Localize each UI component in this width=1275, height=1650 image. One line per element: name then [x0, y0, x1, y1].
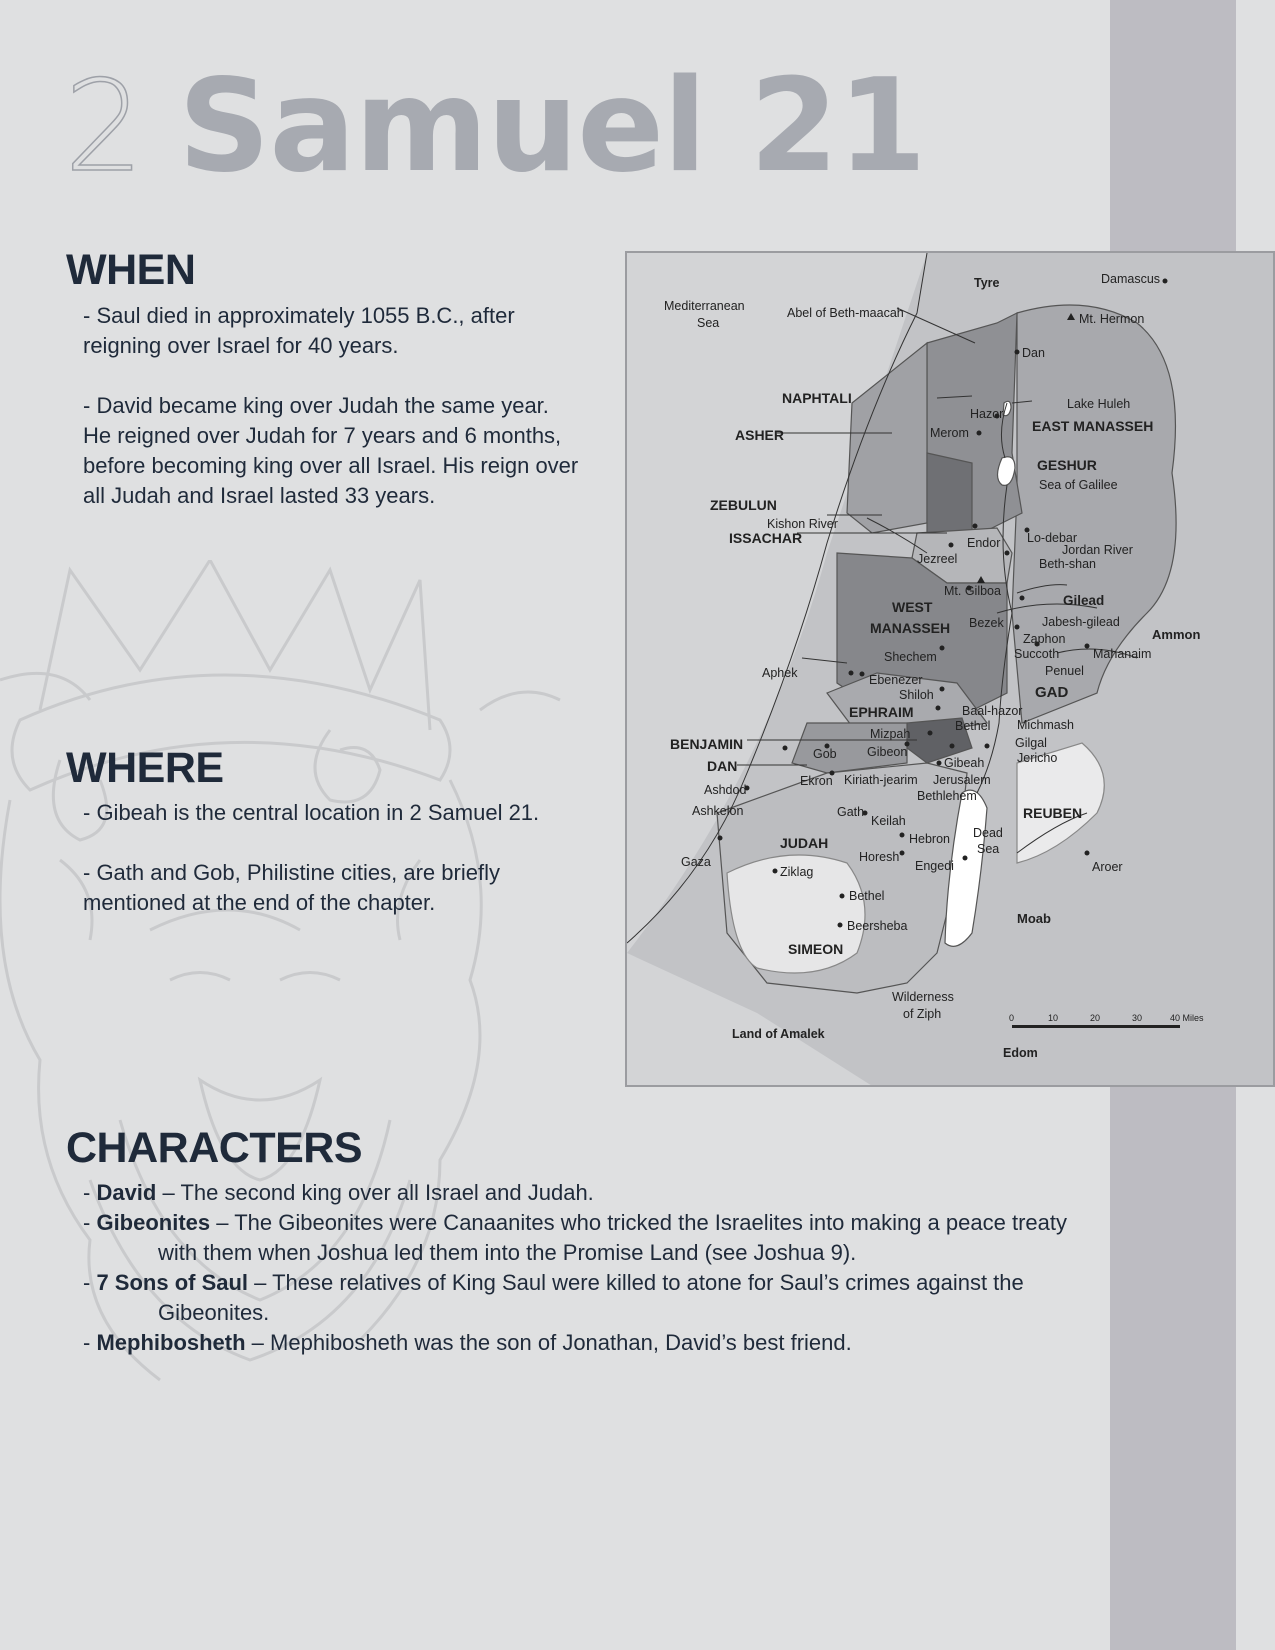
- map-label: Land of Amalek: [732, 1027, 825, 1041]
- map-label: Bezek: [969, 616, 1004, 630]
- map-label: Merom: [930, 426, 969, 440]
- city-dot: [940, 646, 945, 651]
- city-dot: [860, 672, 865, 677]
- where-text: [83, 798, 623, 918]
- map-label: Ammon: [1152, 627, 1201, 642]
- map-label: EPHRAIM: [849, 704, 914, 720]
- map-label: Kishon River: [767, 517, 838, 531]
- where-para-2-first: - Gath and Gob, Philistine cities, are briefly: [83, 860, 500, 885]
- scale-tick: 20: [1090, 1013, 1101, 1023]
- city-dot: [940, 687, 945, 692]
- map-label: Keilah: [871, 814, 906, 828]
- map-label: Gob: [813, 747, 837, 761]
- map-label: GAD: [1035, 684, 1069, 701]
- map-label: Sea: [697, 316, 720, 330]
- city-dot: [1015, 625, 1020, 630]
- character-desc-cont: Gibeonites.: [158, 1300, 270, 1325]
- map-label: Dead: [973, 826, 1003, 840]
- map-label: Jabesh-gilead: [1042, 615, 1120, 629]
- when-text: [83, 301, 603, 511]
- map-label: Lo-debar: [1027, 531, 1078, 545]
- page-title: [64, 52, 926, 201]
- map-label: Hazor: [970, 407, 1004, 421]
- character-item: - Mephibosheth – Mephibosheth was the son of Jonathan, David’s best friend.: [83, 1330, 852, 1355]
- characters-list: [83, 1178, 1193, 1358]
- map-label: Ekron: [800, 774, 833, 788]
- map-label: Hebron: [909, 832, 950, 846]
- when-para-2-rest: He reigned over Judah for 7 years and 6 months, before becoming king over all Israel. His reign over all Judah and Israel lasted 33 years.: [83, 423, 579, 508]
- city-dot: [936, 706, 941, 711]
- map-label: Jezreel: [917, 552, 958, 566]
- map-label: BENJAMIN: [670, 736, 744, 752]
- when-para-1-first: - Saul died in approximately 1055 B.C., after: [83, 303, 515, 328]
- map-label: Endor: [967, 536, 1001, 550]
- when-heading: WHEN: [66, 246, 196, 294]
- map-label: Gaza: [681, 855, 711, 869]
- city-dot: [840, 894, 845, 899]
- map-label: Shiloh: [899, 688, 934, 702]
- map-label: EAST MANASSEH: [1032, 418, 1154, 434]
- scale-bar-line: [1012, 1025, 1180, 1028]
- character-item: - Gibeonites – The Gibeonites were Canaanites who tricked the Israelites into making a peace treaty with them when Joshua led them into the Promise Land (see Joshua 9).: [83, 1208, 1193, 1268]
- map-label: NAPHTALI: [782, 390, 852, 406]
- city-dot: [1015, 350, 1020, 355]
- character-item: - 7 Sons of Saul – These relatives of King Saul were killed to atone for Saul’s crimes against the Gibeonites.: [83, 1268, 1193, 1328]
- map-label: Jordan River: [1062, 543, 1133, 557]
- map-label: Gilgal: [1015, 736, 1047, 750]
- map-label: Baal-hazor: [962, 704, 1023, 718]
- scale-tick: 10: [1048, 1013, 1059, 1023]
- map-label: DAN: [707, 758, 738, 774]
- map-label: Wilderness: [892, 990, 954, 1004]
- map-label: Beth-shan: [1039, 557, 1096, 571]
- map-label: Ebenezer: [869, 673, 923, 687]
- city-dot: [1005, 551, 1010, 556]
- character-desc: – Mephibosheth was the son of Jonathan, David’s best friend.: [245, 1330, 852, 1355]
- map-regions: [627, 253, 1275, 1087]
- map-label: Beersheba: [847, 919, 908, 933]
- map-label: Abel of Beth-maacah: [787, 306, 904, 320]
- map-label: Mizpah: [870, 727, 911, 741]
- city-dot: [950, 744, 955, 749]
- map-label: Gibeah: [944, 756, 985, 770]
- map-label: ASHER: [735, 427, 785, 443]
- character-item: - David – The second king over all Israel and Judah.: [83, 1180, 594, 1205]
- map-of-israel: [625, 251, 1275, 1087]
- character-desc: – The second king over all Israel and Judah.: [156, 1180, 594, 1205]
- city-dot: [718, 836, 723, 841]
- map-svg: [627, 253, 1275, 1087]
- map-label: Mt. Hermon: [1079, 312, 1145, 326]
- scale-tick: 0: [1009, 1013, 1015, 1023]
- map-label: Dan: [1022, 346, 1045, 360]
- map-label: Jericho: [1017, 751, 1058, 765]
- map-label: MANASSEH: [870, 620, 951, 636]
- map-label: GESHUR: [1037, 457, 1097, 473]
- map-label: JUDAH: [780, 835, 829, 851]
- map-label: Zaphon: [1023, 632, 1066, 646]
- map-label: Mediterranean: [664, 299, 745, 313]
- map-label: Ashkelon: [692, 804, 744, 818]
- map-label: Ashdod: [704, 783, 747, 797]
- title-number: 2: [64, 53, 145, 200]
- map-label: Jerusalem: [933, 773, 991, 787]
- scale-tick: 30: [1132, 1013, 1143, 1023]
- map-label: Bethel: [849, 889, 885, 903]
- character-name: Gibeonites: [96, 1210, 211, 1235]
- map-label: Penuel: [1045, 664, 1084, 678]
- map-label: Lake Huleh: [1067, 397, 1131, 411]
- city-dot: [1163, 279, 1168, 284]
- map-label: Damascus: [1101, 272, 1161, 286]
- city-dot: [985, 744, 990, 749]
- map-label: Succoth: [1014, 647, 1060, 661]
- map-label: Kiriath-jearim: [844, 773, 918, 787]
- zebulun-region: [927, 453, 972, 533]
- map-label: Sea: [977, 842, 1000, 856]
- character-name: Mephibosheth: [96, 1330, 246, 1355]
- map-label: Moab: [1017, 911, 1051, 926]
- map-label: Gibeon: [867, 745, 908, 759]
- map-label: SIMEON: [788, 941, 844, 957]
- map-label: ZEBULUN: [710, 497, 777, 513]
- map-label: Michmash: [1017, 718, 1074, 732]
- city-dot: [1020, 596, 1025, 601]
- city-dot: [928, 731, 933, 736]
- character-name: David: [96, 1180, 157, 1205]
- title-book: Samuel 21: [178, 52, 926, 201]
- map-label: Tyre: [974, 276, 1000, 290]
- city-dot: [937, 761, 942, 766]
- character-desc-cont: with them when Joshua led them into the Promise Land (see Joshua 9).: [158, 1240, 857, 1265]
- character-name: 7 Sons of Saul: [96, 1270, 249, 1295]
- city-dot: [783, 746, 788, 751]
- map-label: REUBEN: [1023, 805, 1083, 821]
- where-para-1-first: - Gibeah is the central location in 2 Samuel 21.: [83, 800, 540, 825]
- map-label: Aphek: [762, 666, 798, 680]
- scale-tick: 40 Miles: [1170, 1013, 1204, 1023]
- map-label: Mt. Gilboa: [944, 584, 1001, 598]
- characters-heading: CHARACTERS: [66, 1124, 362, 1172]
- map-label: Engedi: [915, 859, 954, 873]
- city-dot: [838, 923, 843, 928]
- city-dot: [900, 851, 905, 856]
- city-dot: [773, 869, 778, 874]
- city-dot: [973, 524, 978, 529]
- map-label: Edom: [1003, 1046, 1038, 1060]
- city-dot: [1085, 851, 1090, 856]
- city-dot: [849, 671, 854, 676]
- where-para-2-rest: mentioned at the end of the chapter.: [83, 890, 436, 915]
- city-dot: [900, 833, 905, 838]
- map-label: Gilead: [1063, 593, 1105, 608]
- character-desc: – These relatives of King Saul were killed to atone for Saul’s crimes against the: [248, 1270, 1024, 1295]
- city-dot: [963, 856, 968, 861]
- map-label: WEST: [892, 599, 933, 615]
- city-dot: [977, 431, 982, 436]
- map-label: of Ziph: [903, 1007, 942, 1021]
- asher-region: [847, 343, 927, 533]
- where-heading: WHERE: [66, 744, 224, 792]
- map-label: Aroer: [1092, 860, 1123, 874]
- city-dot: [949, 543, 954, 548]
- city-dot: [1085, 644, 1090, 649]
- map-label: Gath: [837, 805, 865, 819]
- map-label: ISSACHAR: [729, 530, 803, 546]
- map-label: Mahanaim: [1093, 647, 1152, 661]
- map-label: Sea of Galilee: [1039, 478, 1118, 492]
- character-desc: – The Gibeonites were Canaanites who tricked the Israelites into making a peace treaty: [210, 1210, 1067, 1235]
- map-label: Shechem: [884, 650, 937, 664]
- map-label: Horesh: [859, 850, 900, 864]
- map-label: Ziklag: [780, 865, 814, 879]
- map-label: Bethel: [955, 719, 991, 733]
- when-para-2-first: - David became king over Judah the same year.: [83, 393, 549, 418]
- map-label: Bethlehem: [917, 789, 977, 803]
- when-para-1-rest: reigning over Israel for 40 years.: [83, 333, 399, 358]
